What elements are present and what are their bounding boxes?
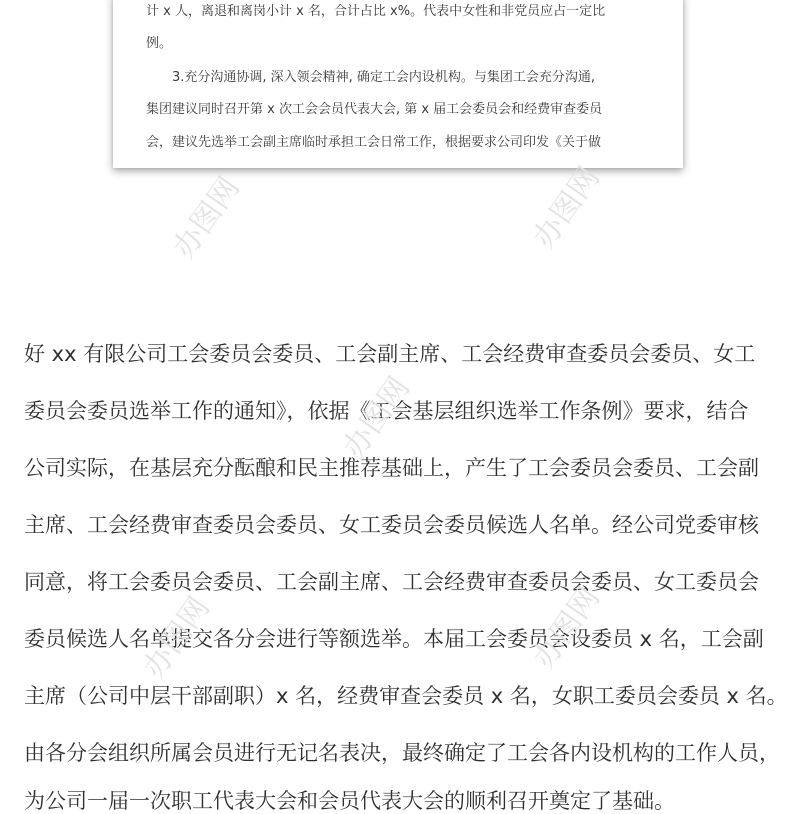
watermark-text: 办图网: [526, 160, 607, 255]
body-text-line: 公司实际，在基层充分酝酿和民主推荐基础上，产生了工会委员会委员、工会副: [24, 456, 759, 480]
body-text-line: 同意，将工会委员会委员、工会副主席、工会经费审查委员会委员、女工委员会: [24, 570, 759, 594]
card-text-line: 3.充分沟通协调, 深入领会精神, 确定工会内设机构。与集团工会充分沟通,: [172, 70, 596, 85]
body-text-line: 主席、工会经费审查委员会委员、女工委员会委员候选人名单。经公司党委审核: [24, 513, 759, 537]
card-text-line: 例。: [146, 36, 173, 51]
body-text-line: 为公司一届一次职工代表大会和会员代表大会的顺利召开奠定了基础。: [24, 789, 675, 813]
card-text-line: 计 x 人，离退和离岗小计 x 名，合计占比 x%。代表中女性和非党员应占一定比: [146, 4, 606, 19]
body-text-line: 委员候选人名单提交各分会进行等额选举。本届工会委员会设委员 x 名，工会副: [24, 627, 764, 651]
watermark-text: 办图网: [526, 580, 607, 675]
watermark-text: 办图网: [336, 370, 417, 465]
card-text-line: 会，建议先选举工会副主席临时承担工会日常工作，根据要求公司印发《关于做: [146, 135, 602, 150]
body-text-line: 主席（公司中层干部副职）x 名，经费审查会委员 x 名，女职工委员会委员 x 名。: [24, 684, 788, 708]
watermark-text: 办图网: [166, 170, 247, 265]
card-text-line: 集团建议同时召开第 x 次工会会员代表大会, 第 x 届工会委员会和经费审查委员: [146, 102, 603, 117]
body-text-line: 由各分会组织所属会员进行无记名表决，最终确定了工会各内设机构的工作人员，: [24, 741, 780, 765]
body-text-line: 好 xx 有限公司工会委员会委员、工会副主席、工会经费审查委员会委员、女工: [24, 342, 756, 366]
watermark-text: 办图网: [136, 590, 217, 685]
body-text-line: 委员会委员选举工作的通知》，依据《工会基层组织选举工作条例》要求，结合: [24, 399, 749, 423]
